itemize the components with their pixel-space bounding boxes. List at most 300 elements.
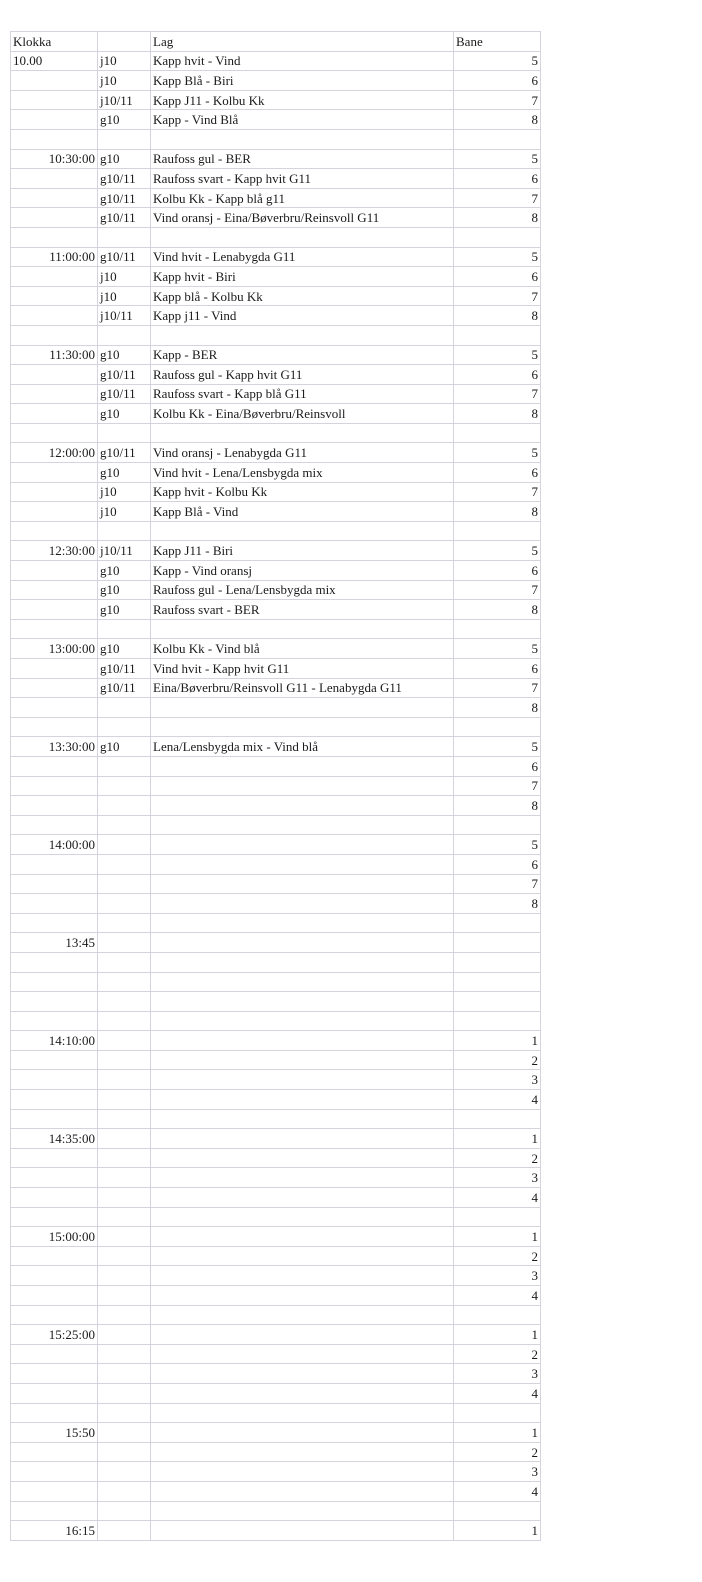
team-cell[interactable]: Kolbu Kk - Eina/Bøverbru/Reinsvoll (151, 404, 454, 424)
group-cell[interactable] (98, 972, 151, 992)
team-cell[interactable]: Raufoss svart - Kapp blå G11 (151, 384, 454, 404)
group-cell[interactable] (98, 992, 151, 1012)
team-cell[interactable]: Vind hvit - Kapp hvit G11 (151, 659, 454, 679)
time-cell[interactable] (11, 756, 98, 776)
bane-cell[interactable]: 2 (454, 1050, 541, 1070)
bane-cell[interactable] (454, 1109, 541, 1129)
time-cell[interactable]: 12:00:00 (11, 443, 98, 463)
time-cell[interactable]: 16:15 (11, 1521, 98, 1541)
bane-cell[interactable]: 1 (454, 1521, 541, 1541)
group-cell[interactable]: j10/11 (98, 541, 151, 561)
bane-cell[interactable]: 6 (454, 756, 541, 776)
time-cell[interactable] (11, 227, 98, 247)
team-cell[interactable] (151, 1325, 454, 1345)
time-cell[interactable] (11, 1364, 98, 1384)
team-cell[interactable] (151, 1011, 454, 1031)
team-cell[interactable] (151, 1207, 454, 1227)
group-cell[interactable]: g10/11 (98, 247, 151, 267)
bane-cell[interactable] (454, 521, 541, 541)
time-cell[interactable]: 15:25:00 (11, 1325, 98, 1345)
time-cell[interactable] (11, 71, 98, 91)
bane-cell[interactable] (454, 227, 541, 247)
group-cell[interactable] (98, 325, 151, 345)
team-cell[interactable]: Raufoss gul - Kapp hvit G11 (151, 365, 454, 385)
group-cell[interactable]: g10/11 (98, 169, 151, 189)
bane-cell[interactable]: 7 (454, 776, 541, 796)
team-cell[interactable] (151, 1423, 454, 1443)
bane-cell[interactable] (454, 913, 541, 933)
team-cell[interactable]: Kapp J11 - Biri (151, 541, 454, 561)
team-cell[interactable] (151, 913, 454, 933)
time-cell[interactable] (11, 463, 98, 483)
team-cell[interactable] (151, 325, 454, 345)
team-cell[interactable]: Kapp j11 - Vind (151, 306, 454, 326)
bane-cell[interactable]: 7 (454, 580, 541, 600)
group-cell[interactable]: g10/11 (98, 365, 151, 385)
team-cell[interactable] (151, 227, 454, 247)
bane-cell[interactable]: 7 (454, 90, 541, 110)
team-cell[interactable]: Kapp hvit - Kolbu Kk (151, 482, 454, 502)
bane-cell[interactable] (454, 972, 541, 992)
time-cell[interactable] (11, 815, 98, 835)
bane-cell[interactable]: 6 (454, 71, 541, 91)
time-cell[interactable] (11, 423, 98, 443)
time-cell[interactable] (11, 1168, 98, 1188)
group-cell[interactable] (98, 1481, 151, 1501)
team-cell[interactable]: Vind hvit - Lena/Lensbygda mix (151, 463, 454, 483)
time-cell[interactable] (11, 521, 98, 541)
group-cell[interactable] (98, 756, 151, 776)
group-cell[interactable] (98, 1129, 151, 1149)
team-cell[interactable] (151, 1501, 454, 1521)
bane-cell[interactable]: 3 (454, 1266, 541, 1286)
group-cell[interactable] (98, 227, 151, 247)
team-cell[interactable] (151, 1305, 454, 1325)
team-cell[interactable] (151, 521, 454, 541)
group-cell[interactable] (98, 1031, 151, 1051)
bane-cell[interactable]: 7 (454, 678, 541, 698)
team-cell[interactable] (151, 717, 454, 737)
group-cell[interactable] (98, 952, 151, 972)
time-cell[interactable] (11, 952, 98, 972)
time-cell[interactable] (11, 717, 98, 737)
time-cell[interactable] (11, 1383, 98, 1403)
team-cell[interactable] (151, 698, 454, 718)
group-cell[interactable] (98, 1325, 151, 1345)
team-cell[interactable] (151, 423, 454, 443)
group-cell[interactable]: j10/11 (98, 90, 151, 110)
group-cell[interactable]: g10/11 (98, 443, 151, 463)
group-cell[interactable]: g10/11 (98, 659, 151, 679)
team-cell[interactable]: Kapp hvit - Biri (151, 267, 454, 287)
time-cell[interactable] (11, 188, 98, 208)
group-cell[interactable] (98, 423, 151, 443)
group-cell[interactable] (98, 1109, 151, 1129)
group-cell[interactable] (98, 933, 151, 953)
time-cell[interactable] (11, 1207, 98, 1227)
bane-cell[interactable] (454, 1305, 541, 1325)
team-cell[interactable] (151, 874, 454, 894)
time-cell[interactable] (11, 1462, 98, 1482)
group-cell[interactable] (98, 1364, 151, 1384)
team-cell[interactable]: Kapp - Vind oransj (151, 561, 454, 581)
time-cell[interactable] (11, 502, 98, 522)
group-cell[interactable] (98, 1070, 151, 1090)
team-cell[interactable] (151, 1521, 454, 1541)
time-cell[interactable] (11, 1109, 98, 1129)
time-cell[interactable] (11, 365, 98, 385)
group-cell[interactable]: g10/11 (98, 384, 151, 404)
bane-cell[interactable]: 8 (454, 306, 541, 326)
team-cell[interactable] (151, 1403, 454, 1423)
time-cell[interactable] (11, 1442, 98, 1462)
bane-cell[interactable]: 4 (454, 1481, 541, 1501)
time-cell[interactable] (11, 404, 98, 424)
time-cell[interactable] (11, 1344, 98, 1364)
team-cell[interactable] (151, 933, 454, 953)
bane-cell[interactable]: 1 (454, 1423, 541, 1443)
bane-cell[interactable]: 7 (454, 482, 541, 502)
header-team-cell[interactable]: Lag (151, 32, 454, 52)
time-cell[interactable] (11, 267, 98, 287)
group-cell[interactable] (98, 619, 151, 639)
group-cell[interactable]: g10 (98, 404, 151, 424)
group-cell[interactable] (98, 129, 151, 149)
time-cell[interactable] (11, 619, 98, 639)
bane-cell[interactable]: 5 (454, 835, 541, 855)
time-cell[interactable]: 13:30:00 (11, 737, 98, 757)
group-cell[interactable]: j10 (98, 286, 151, 306)
team-cell[interactable]: Kapp J11 - Kolbu Kk (151, 90, 454, 110)
team-cell[interactable] (151, 1227, 454, 1247)
group-cell[interactable] (98, 1462, 151, 1482)
team-cell[interactable]: Vind hvit - Lenabygda G11 (151, 247, 454, 267)
group-cell[interactable] (98, 521, 151, 541)
time-cell[interactable] (11, 678, 98, 698)
team-cell[interactable]: Raufoss svart - Kapp hvit G11 (151, 169, 454, 189)
bane-cell[interactable]: 6 (454, 561, 541, 581)
team-cell[interactable] (151, 992, 454, 1012)
group-cell[interactable] (98, 1521, 151, 1541)
bane-cell[interactable]: 3 (454, 1168, 541, 1188)
time-cell[interactable] (11, 659, 98, 679)
time-cell[interactable]: 15:00:00 (11, 1227, 98, 1247)
bane-cell[interactable] (454, 717, 541, 737)
time-cell[interactable] (11, 894, 98, 914)
group-cell[interactable] (98, 1188, 151, 1208)
team-cell[interactable]: Lena/Lensbygda mix - Vind blå (151, 737, 454, 757)
team-cell[interactable] (151, 1129, 454, 1149)
group-cell[interactable]: g10 (98, 639, 151, 659)
bane-cell[interactable]: 5 (454, 639, 541, 659)
bane-cell[interactable]: 5 (454, 443, 541, 463)
group-cell[interactable] (98, 1423, 151, 1443)
group-cell[interactable] (98, 796, 151, 816)
group-cell[interactable]: j10 (98, 502, 151, 522)
time-cell[interactable] (11, 600, 98, 620)
group-cell[interactable]: j10 (98, 71, 151, 91)
team-cell[interactable] (151, 1383, 454, 1403)
bane-cell[interactable]: 6 (454, 659, 541, 679)
time-cell[interactable] (11, 1286, 98, 1306)
bane-cell[interactable]: 2 (454, 1442, 541, 1462)
time-cell[interactable] (11, 1305, 98, 1325)
group-cell[interactable]: g10 (98, 345, 151, 365)
group-cell[interactable]: j10 (98, 51, 151, 71)
bane-cell[interactable]: 5 (454, 737, 541, 757)
team-cell[interactable]: Kapp hvit - Vind (151, 51, 454, 71)
time-cell[interactable] (11, 874, 98, 894)
time-cell[interactable] (11, 776, 98, 796)
time-cell[interactable] (11, 913, 98, 933)
bane-cell[interactable]: 1 (454, 1129, 541, 1149)
group-cell[interactable]: g10 (98, 149, 151, 169)
group-cell[interactable] (98, 1266, 151, 1286)
bane-cell[interactable] (454, 619, 541, 639)
time-cell[interactable] (11, 1070, 98, 1090)
group-cell[interactable]: g10 (98, 580, 151, 600)
bane-cell[interactable]: 6 (454, 854, 541, 874)
bane-cell[interactable] (454, 129, 541, 149)
bane-cell[interactable]: 3 (454, 1364, 541, 1384)
time-cell[interactable] (11, 325, 98, 345)
header-group-cell[interactable] (98, 32, 151, 52)
team-cell[interactable]: Raufoss gul - Lena/Lensbygda mix (151, 580, 454, 600)
time-cell[interactable] (11, 208, 98, 228)
time-cell[interactable] (11, 110, 98, 130)
bane-cell[interactable] (454, 1501, 541, 1521)
team-cell[interactable]: Raufoss gul - BER (151, 149, 454, 169)
time-cell[interactable] (11, 1403, 98, 1423)
time-cell[interactable] (11, 698, 98, 718)
time-cell[interactable] (11, 1050, 98, 1070)
bane-cell[interactable]: 8 (454, 600, 541, 620)
group-cell[interactable]: g10/11 (98, 208, 151, 228)
time-cell[interactable] (11, 1188, 98, 1208)
time-cell[interactable] (11, 992, 98, 1012)
team-cell[interactable] (151, 796, 454, 816)
team-cell[interactable] (151, 1031, 454, 1051)
group-cell[interactable]: j10 (98, 482, 151, 502)
bane-cell[interactable]: 5 (454, 247, 541, 267)
bane-cell[interactable]: 1 (454, 1227, 541, 1247)
time-cell[interactable] (11, 1246, 98, 1266)
time-cell[interactable] (11, 972, 98, 992)
bane-cell[interactable]: 6 (454, 169, 541, 189)
header-time-cell[interactable]: Klokka (11, 32, 98, 52)
team-cell[interactable]: Kolbu Kk - Kapp blå g11 (151, 188, 454, 208)
time-cell[interactable] (11, 1481, 98, 1501)
group-cell[interactable] (98, 854, 151, 874)
group-cell[interactable] (98, 1442, 151, 1462)
bane-cell[interactable]: 2 (454, 1344, 541, 1364)
team-cell[interactable] (151, 1188, 454, 1208)
bane-cell[interactable]: 8 (454, 404, 541, 424)
group-cell[interactable] (98, 1011, 151, 1031)
team-cell[interactable] (151, 1344, 454, 1364)
group-cell[interactable]: j10 (98, 267, 151, 287)
header-bane-cell[interactable]: Bane (454, 32, 541, 52)
group-cell[interactable] (98, 1501, 151, 1521)
bane-cell[interactable]: 7 (454, 188, 541, 208)
team-cell[interactable] (151, 854, 454, 874)
time-cell[interactable]: 13:45 (11, 933, 98, 953)
group-cell[interactable] (98, 1168, 151, 1188)
bane-cell[interactable]: 3 (454, 1462, 541, 1482)
team-cell[interactable]: Vind oransj - Lenabygda G11 (151, 443, 454, 463)
group-cell[interactable] (98, 717, 151, 737)
bane-cell[interactable]: 4 (454, 1383, 541, 1403)
group-cell[interactable] (98, 1090, 151, 1110)
bane-cell[interactable] (454, 1403, 541, 1423)
time-cell[interactable] (11, 796, 98, 816)
bane-cell[interactable]: 2 (454, 1148, 541, 1168)
bane-cell[interactable]: 1 (454, 1031, 541, 1051)
group-cell[interactable] (98, 1148, 151, 1168)
team-cell[interactable] (151, 1070, 454, 1090)
group-cell[interactable]: g10 (98, 463, 151, 483)
team-cell[interactable] (151, 756, 454, 776)
team-cell[interactable] (151, 1246, 454, 1266)
time-cell[interactable] (11, 384, 98, 404)
team-cell[interactable]: Kapp - BER (151, 345, 454, 365)
bane-cell[interactable]: 6 (454, 463, 541, 483)
bane-cell[interactable]: 4 (454, 1188, 541, 1208)
bane-cell[interactable]: 4 (454, 1090, 541, 1110)
bane-cell[interactable] (454, 815, 541, 835)
team-cell[interactable] (151, 815, 454, 835)
group-cell[interactable]: g10 (98, 600, 151, 620)
group-cell[interactable] (98, 913, 151, 933)
bane-cell[interactable]: 8 (454, 796, 541, 816)
team-cell[interactable] (151, 1442, 454, 1462)
group-cell[interactable] (98, 894, 151, 914)
time-cell[interactable] (11, 1501, 98, 1521)
time-cell[interactable]: 12:30:00 (11, 541, 98, 561)
bane-cell[interactable] (454, 992, 541, 1012)
time-cell[interactable]: 11:30:00 (11, 345, 98, 365)
team-cell[interactable] (151, 1109, 454, 1129)
time-cell[interactable] (11, 90, 98, 110)
team-cell[interactable]: Kapp Blå - Biri (151, 71, 454, 91)
bane-cell[interactable]: 5 (454, 541, 541, 561)
bane-cell[interactable] (454, 1011, 541, 1031)
bane-cell[interactable]: 8 (454, 208, 541, 228)
group-cell[interactable] (98, 1227, 151, 1247)
group-cell[interactable] (98, 1286, 151, 1306)
group-cell[interactable]: g10 (98, 110, 151, 130)
time-cell[interactable] (11, 854, 98, 874)
group-cell[interactable]: j10/11 (98, 306, 151, 326)
team-cell[interactable] (151, 1364, 454, 1384)
team-cell[interactable] (151, 835, 454, 855)
team-cell[interactable] (151, 619, 454, 639)
bane-cell[interactable]: 3 (454, 1070, 541, 1090)
time-cell[interactable]: 14:00:00 (11, 835, 98, 855)
time-cell[interactable] (11, 1011, 98, 1031)
team-cell[interactable] (151, 1286, 454, 1306)
time-cell[interactable] (11, 169, 98, 189)
team-cell[interactable] (151, 1148, 454, 1168)
team-cell[interactable] (151, 1462, 454, 1482)
team-cell[interactable]: Kapp - Vind Blå (151, 110, 454, 130)
time-cell[interactable] (11, 129, 98, 149)
group-cell[interactable] (98, 1403, 151, 1423)
time-cell[interactable] (11, 1266, 98, 1286)
group-cell[interactable]: g10 (98, 561, 151, 581)
team-cell[interactable]: Kolbu Kk - Vind blå (151, 639, 454, 659)
group-cell[interactable] (98, 776, 151, 796)
time-cell[interactable]: 10.00 (11, 51, 98, 71)
group-cell[interactable]: g10/11 (98, 678, 151, 698)
time-cell[interactable]: 11:00:00 (11, 247, 98, 267)
team-cell[interactable]: Kapp Blå - Vind (151, 502, 454, 522)
group-cell[interactable] (98, 698, 151, 718)
team-cell[interactable] (151, 129, 454, 149)
bane-cell[interactable] (454, 952, 541, 972)
time-cell[interactable]: 14:10:00 (11, 1031, 98, 1051)
team-cell[interactable] (151, 1266, 454, 1286)
team-cell[interactable]: Raufoss svart - BER (151, 600, 454, 620)
bane-cell[interactable]: 8 (454, 894, 541, 914)
time-cell[interactable] (11, 482, 98, 502)
group-cell[interactable] (98, 1344, 151, 1364)
group-cell[interactable]: g10 (98, 737, 151, 757)
bane-cell[interactable]: 5 (454, 51, 541, 71)
bane-cell[interactable]: 5 (454, 345, 541, 365)
team-cell[interactable] (151, 894, 454, 914)
time-cell[interactable]: 10:30:00 (11, 149, 98, 169)
time-cell[interactable] (11, 1090, 98, 1110)
bane-cell[interactable]: 5 (454, 149, 541, 169)
bane-cell[interactable] (454, 325, 541, 345)
bane-cell[interactable]: 8 (454, 698, 541, 718)
time-cell[interactable] (11, 1148, 98, 1168)
team-cell[interactable]: Vind oransj - Eina/Bøverbru/Reinsvoll G11 (151, 208, 454, 228)
team-cell[interactable] (151, 952, 454, 972)
group-cell[interactable] (98, 1383, 151, 1403)
time-cell[interactable] (11, 286, 98, 306)
team-cell[interactable]: Kapp blå - Kolbu Kk (151, 286, 454, 306)
group-cell[interactable] (98, 1207, 151, 1227)
bane-cell[interactable]: 8 (454, 110, 541, 130)
group-cell[interactable] (98, 1050, 151, 1070)
bane-cell[interactable]: 7 (454, 286, 541, 306)
group-cell[interactable] (98, 815, 151, 835)
time-cell[interactable] (11, 580, 98, 600)
time-cell[interactable] (11, 306, 98, 326)
team-cell[interactable]: Eina/Bøverbru/Reinsvoll G11 - Lenabygda G11 (151, 678, 454, 698)
time-cell[interactable]: 14:35:00 (11, 1129, 98, 1149)
bane-cell[interactable]: 7 (454, 384, 541, 404)
time-cell[interactable] (11, 561, 98, 581)
bane-cell[interactable]: 7 (454, 874, 541, 894)
bane-cell[interactable]: 6 (454, 365, 541, 385)
group-cell[interactable] (98, 1246, 151, 1266)
team-cell[interactable] (151, 972, 454, 992)
team-cell[interactable] (151, 1481, 454, 1501)
group-cell[interactable] (98, 1305, 151, 1325)
team-cell[interactable] (151, 776, 454, 796)
team-cell[interactable] (151, 1050, 454, 1070)
bane-cell[interactable]: 2 (454, 1246, 541, 1266)
team-cell[interactable] (151, 1168, 454, 1188)
bane-cell[interactable]: 6 (454, 267, 541, 287)
bane-cell[interactable] (454, 1207, 541, 1227)
bane-cell[interactable] (454, 933, 541, 953)
team-cell[interactable] (151, 1090, 454, 1110)
bane-cell[interactable]: 8 (454, 502, 541, 522)
